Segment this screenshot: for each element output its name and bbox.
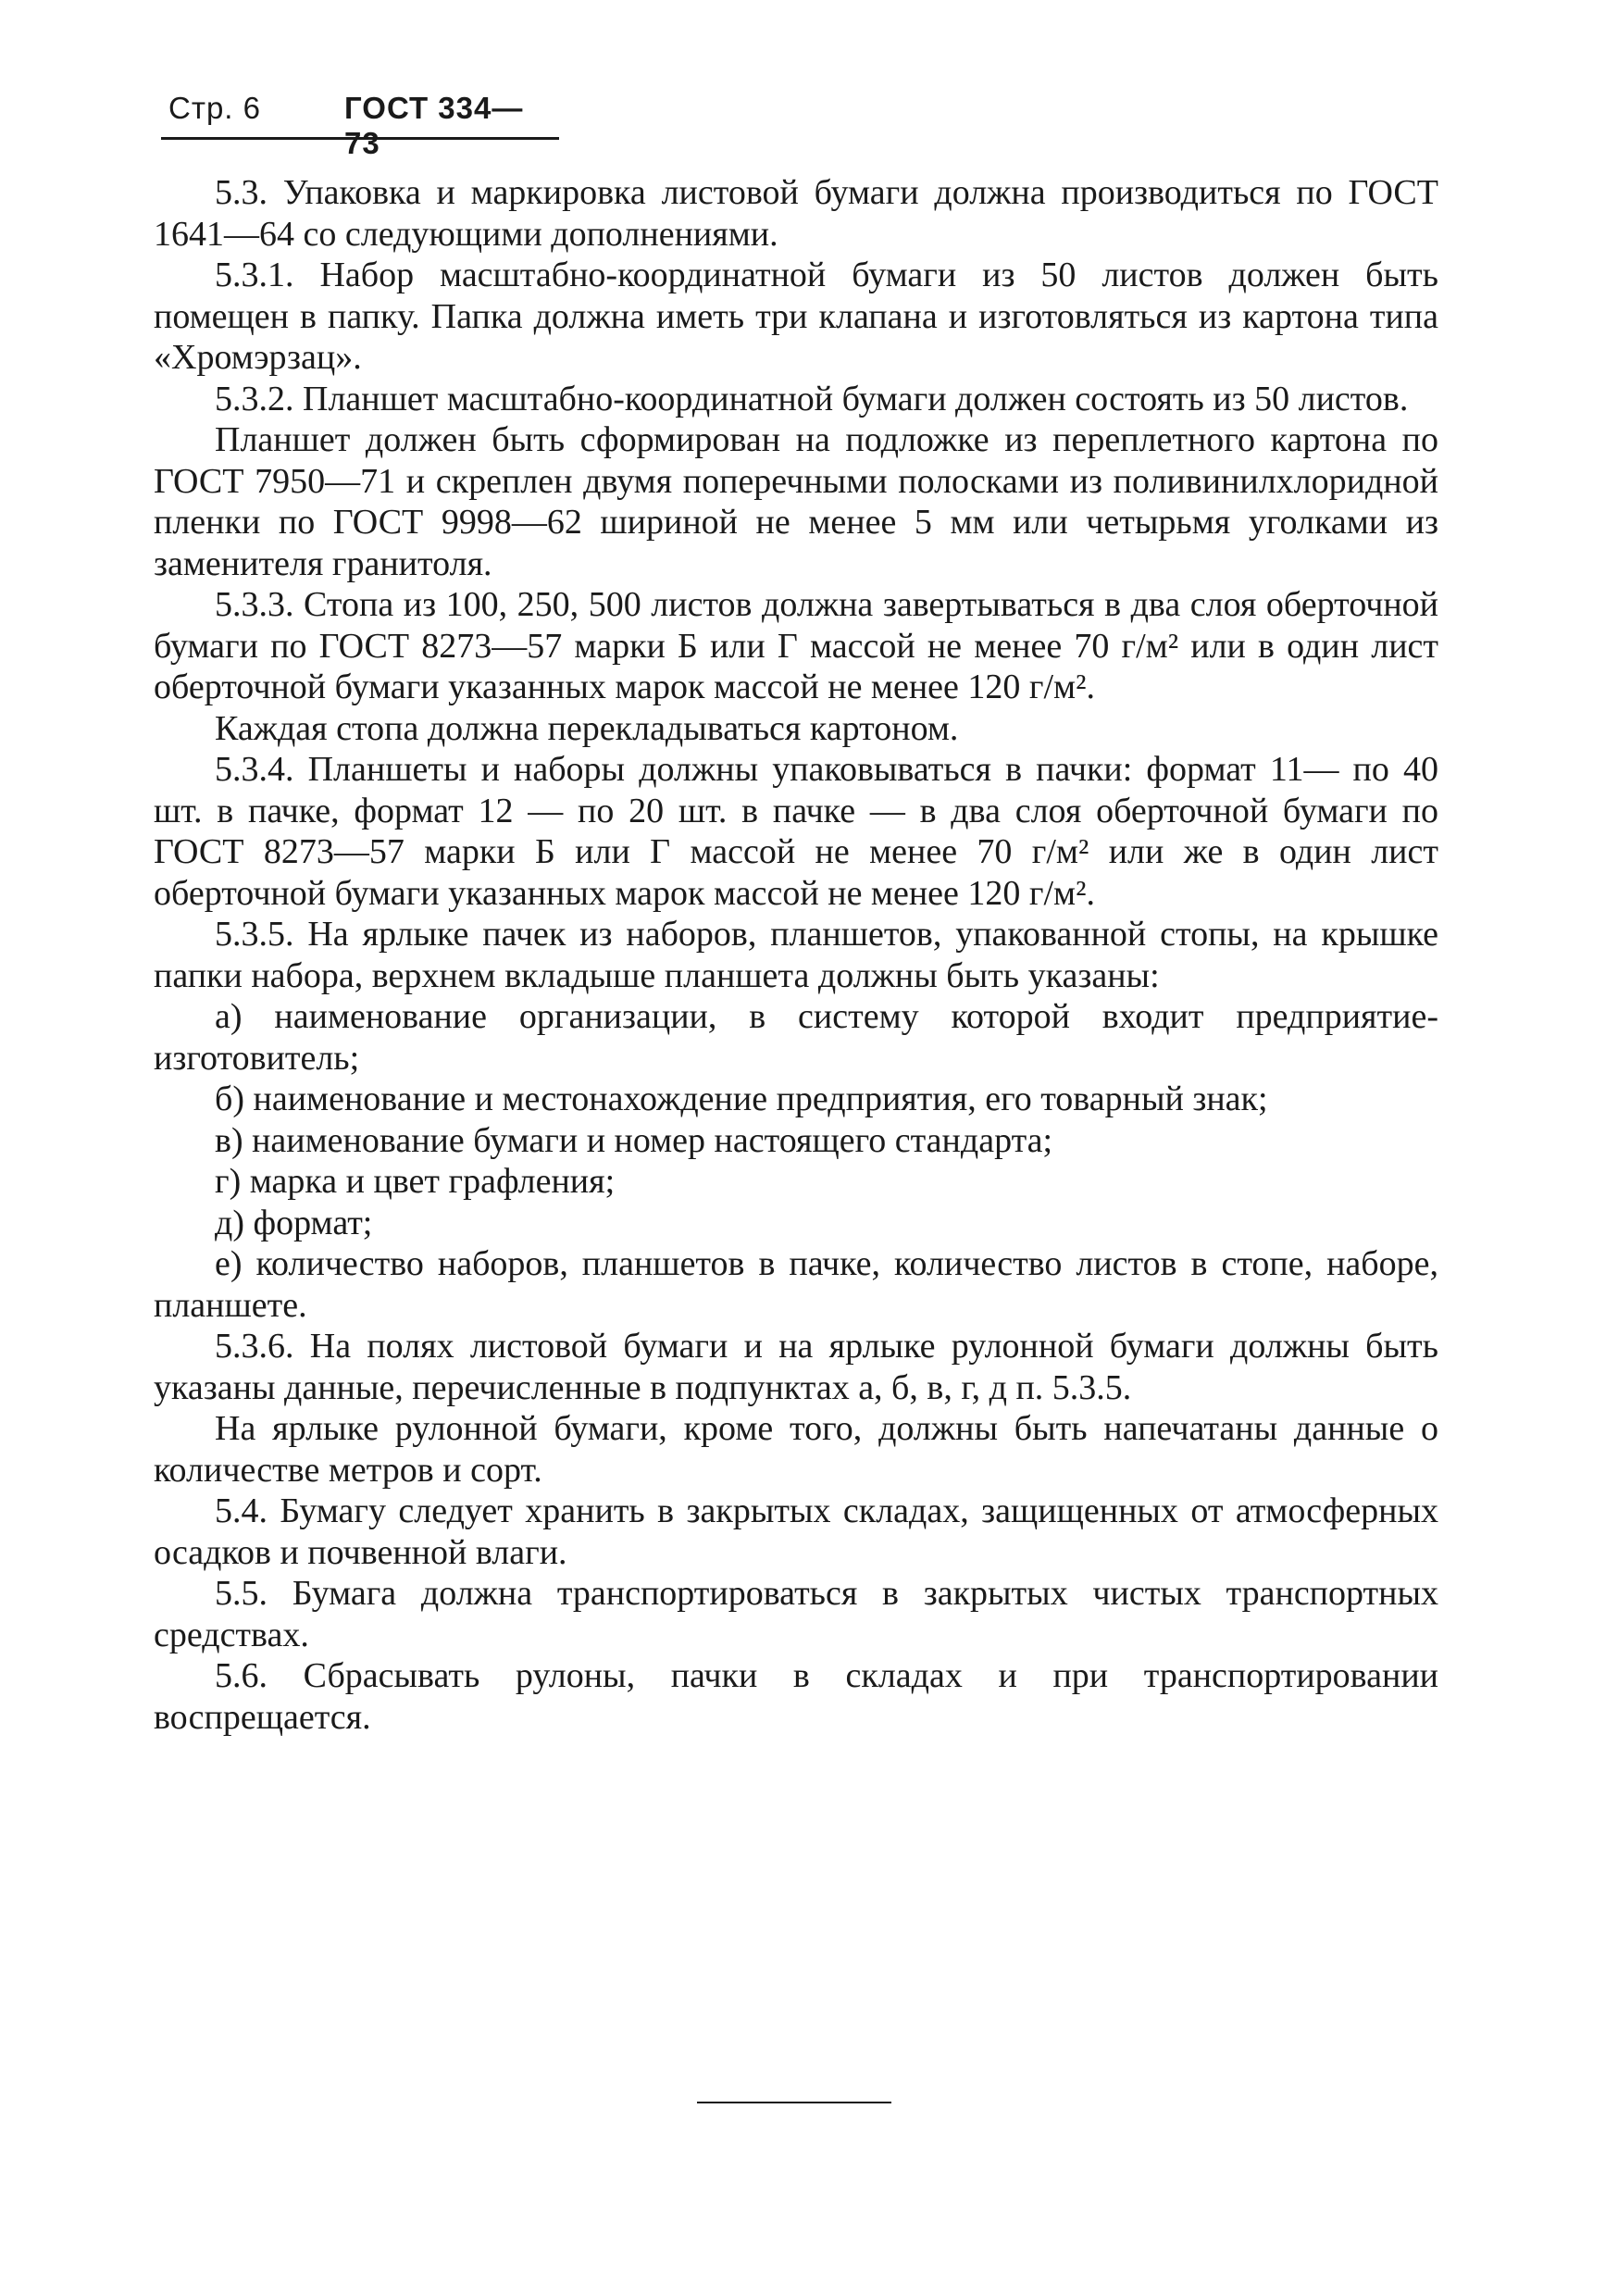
paragraph-5-3-6: 5.3.6. На полях листовой бумаги и на ярлыке рулонной бумаги должны быть указаны данные, перечисленные в подпунктах а, б, в, г, д п. 5.3.5.	[154, 1327, 1438, 1407]
list-item-a: а) наименование организации, в систему которой входит предприятие-изготовитель;	[154, 997, 1438, 1078]
list-item-d: д) формат;	[215, 1203, 373, 1242]
page-header	[161, 85, 559, 160]
paragraph-5-3-2: 5.3.2. Планшет масштабно-координатной бумаги должен состоять из 50 листов.	[215, 379, 1409, 418]
standard-number: ГОСТ 334—73	[344, 91, 524, 160]
list-item-v: в) наименование бумаги и номер настоящего стандарта;	[215, 1120, 1053, 1160]
paragraph-5-3-1: 5.3.1. Набор масштабно-координатной бумаги из 50 листов должен быть помещен в папку. Папка должна иметь три клапана и изготовляться из картона типа «Хромэрзац».	[154, 256, 1438, 377]
paragraph-5-3: 5.3. Упаковка и маркировка листовой бумаги должна производиться по ГОСТ 1641—64 со следующими дополнениями.	[154, 173, 1438, 254]
document-body	[154, 172, 1438, 1738]
header-rule	[161, 137, 559, 140]
paragraph-5-3-3: 5.3.3. Стопа из 100, 250, 500 листов должна завертываться в два слоя оберточной бумаги по ГОСТ 8273—57 марки Б или Г массой не менее 70 г/м² или в один лист оберточной бумаги указанных марок массой не менее 120 г/м².	[154, 585, 1438, 706]
paragraph-5-3-4: 5.3.4. Планшеты и наборы должны упаковываться в пачки: формат 11— по 40 шт. в пачке, формат 12 — по 20 шт. в пачке — в два слоя оберточной бумаги по ГОСТ 8273—57 марки Б или Г массой не менее 70 г/м² или же в один лист оберточной бумаги указанных марок массой не менее 120 г/м².	[154, 750, 1438, 913]
paragraph-5-3-5: 5.3.5. На ярлыке пачек из наборов, планшетов, упакованной стопы, на крышке папки набора, верхнем вкладыше планшета должны быть указаны:	[154, 915, 1438, 995]
paragraph-5-6: 5.6. Сбрасывать рулоны, пачки в складах и при транспортировании воспрещается.	[154, 1656, 1438, 1737]
list-item-b: б) наименование и местонахождение предприятия, его товарный знак;	[215, 1079, 1268, 1118]
list-item-e: е) количество наборов, планшетов в пачке, количество листов в стопе, наборе, планшете.	[154, 1244, 1438, 1325]
paragraph-5-5: 5.5. Бумага должна транспортироваться в закрытых чистых транспортных средствах.	[154, 1574, 1438, 1654]
page-number: Стр. 6	[168, 91, 261, 125]
paragraph-5-3-3-note: Каждая стопа должна перекладываться картоном.	[215, 708, 959, 748]
paragraph-5-3-2-detail: Планшет должен быть сформирован на подложке из переплетного картона по ГОСТ 7950—71 и скреплен двумя поперечными полосками из поливинилхлоридной пленки по ГОСТ 9998—62 шириной не менее 5 мм или четырьмя уголками из заменителя гранитоля.	[154, 420, 1438, 583]
end-rule	[697, 2102, 891, 2103]
list-item-g: г) марка и цвет графления;	[215, 1162, 616, 1201]
paragraph-5-4: 5.4. Бумагу следует хранить в закрытых складах, защищенных от атмосферных осадков и почвенной влаги.	[154, 1491, 1438, 1572]
paragraph-5-3-6-note: На ярлыке рулонной бумаги, кроме того, должны быть напечатаны данные о количестве метров и сорт.	[154, 1409, 1438, 1490]
